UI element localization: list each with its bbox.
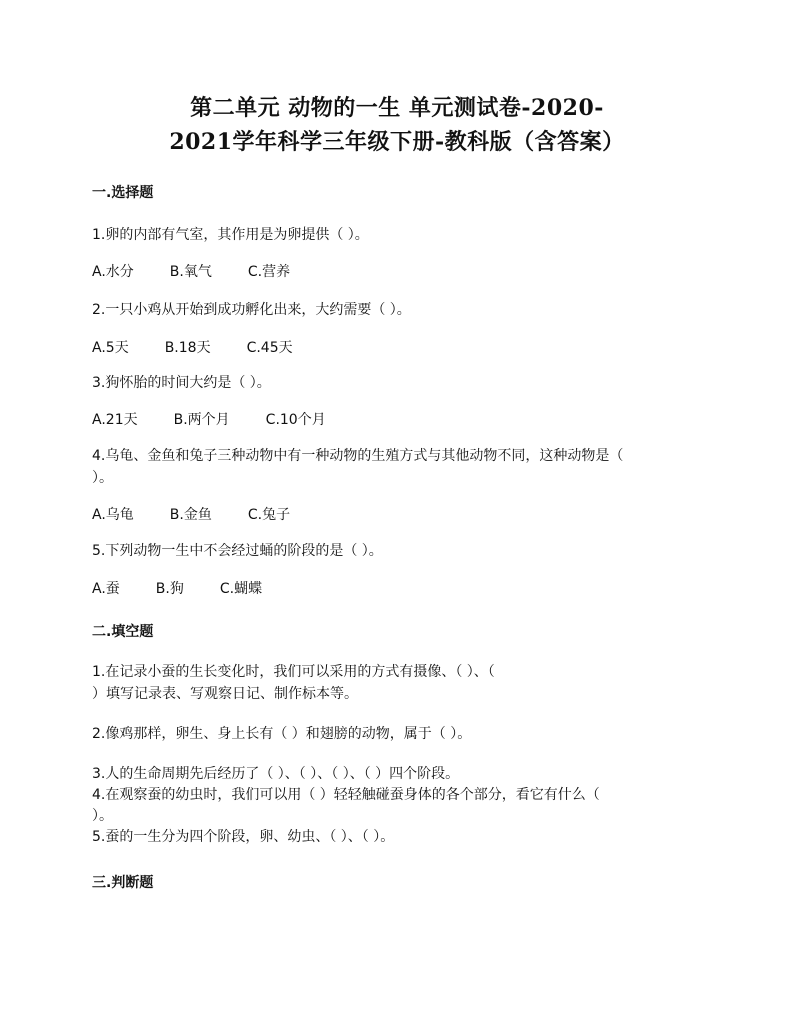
option-b: B.两个月 <box>173 412 230 428</box>
option-c: C.10个月 <box>265 412 326 428</box>
choice-question-4: 4.乌龟、金鱼和兔子三种动物中有一种动物的生殖方式与其他动物不同，这种动物是（ <box>92 448 624 464</box>
option-c: C.营养 <box>247 264 291 280</box>
option-b: B.氧气 <box>169 264 212 280</box>
page-title-line-1: 第二单元 动物的一生 单元测试卷-2020- <box>190 95 604 121</box>
choice-question-3: 3.狗怀胎的时间大约是（ ）。 <box>92 375 271 391</box>
choice-options-5 <box>92 580 702 598</box>
option-b: B.金鱼 <box>169 507 212 523</box>
fill-question-4-continued: ）。 <box>92 808 113 824</box>
choice-question-2: 2.一只小鸡从开始到成功孵化出来，大约需要（ ）。 <box>92 302 411 318</box>
fill-question-2: 2.像鸡那样，卵生、身上长有（ ）和翅膀的动物，属于（ ）。 <box>92 726 472 742</box>
choice-options-4 <box>92 506 702 524</box>
section-heading-choice: 一.选择题 <box>92 185 154 201</box>
option-a: A.蚕 <box>92 581 120 597</box>
fill-question-5: 5.蚕的一生分为四个阶段，卵、幼虫、（ ）、（ ）。 <box>92 829 395 845</box>
option-a: A.5天 <box>92 340 129 356</box>
option-b: B.狗 <box>155 581 184 597</box>
fill-question-1-continued: ）填写记录表、写观察日记、制作标本等。 <box>92 686 358 702</box>
page-title-line-2: 2021学年科学三年级下册-教科版（含答案） <box>169 129 625 155</box>
option-c: C.蝴蝶 <box>219 581 263 597</box>
fill-question-3: 3.人的生命周期先后经历了（ ）、（ ）、（ ）、（ ）四个阶段。 <box>92 766 460 782</box>
option-c: C.兔子 <box>247 507 291 523</box>
choice-options-3 <box>92 411 702 429</box>
option-a: A.21天 <box>92 412 138 428</box>
option-a: A.乌龟 <box>92 507 134 523</box>
option-a: A.水分 <box>92 264 134 280</box>
section-heading-fill: 二.填空题 <box>92 624 154 640</box>
choice-options-2 <box>92 339 702 357</box>
choice-question-1: 1.卵的内部有气室，其作用是为卵提供（ ）。 <box>92 227 369 243</box>
choice-question-5: 5.下列动物一生中不会经过蛹的阶段的是（ ）。 <box>92 543 383 559</box>
section-heading-judge: 三.判断题 <box>92 875 154 891</box>
fill-question-4: 4.在观察蚕的幼虫时，我们可以用（ ）轻轻触碰蚕身体的各个部分，看它有什么（ <box>92 787 600 803</box>
option-c: C.45天 <box>246 340 293 356</box>
option-b: B.18天 <box>164 340 211 356</box>
choice-options-1 <box>92 263 702 281</box>
fill-question-1: 1.在记录小蚕的生长变化时，我们可以采用的方式有摄像、（ ）、（ <box>92 664 495 680</box>
choice-question-4-continued: ）。 <box>92 470 113 486</box>
